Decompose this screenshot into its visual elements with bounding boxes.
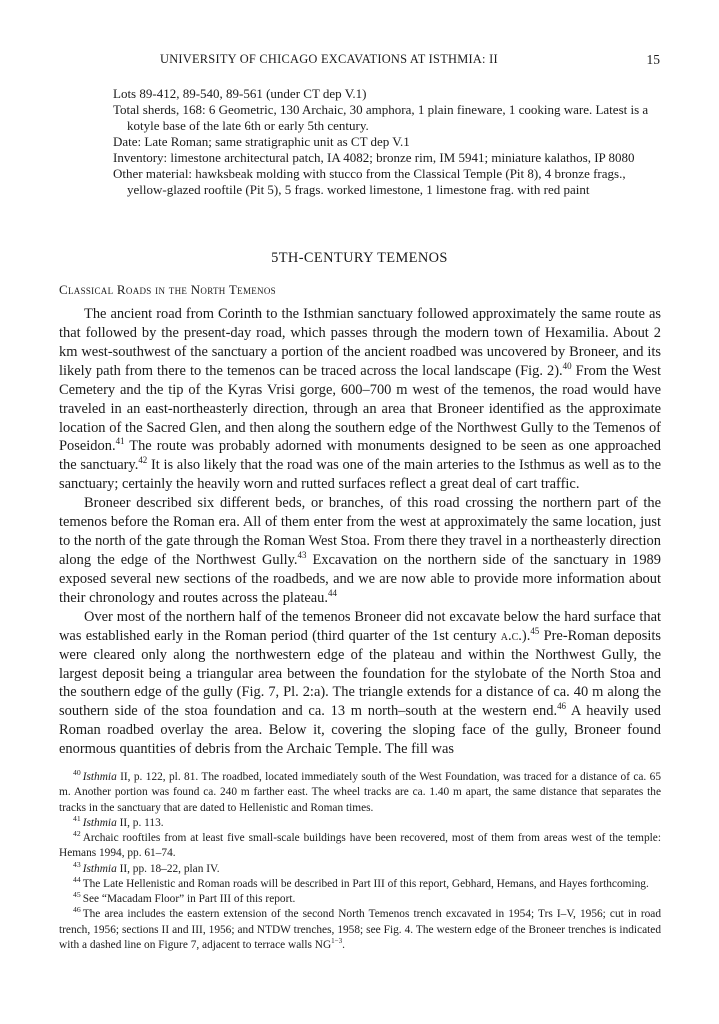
p3-text-b: ). <box>521 627 531 644</box>
footnote-text: The Late Hellenistic and Roman roads will be described in Part III of this report, Gebhard, Hemans, and Hayes forthcoming. <box>82 877 649 890</box>
superscript-range: 1−3 <box>331 936 343 945</box>
footnote-46 <box>59 907 661 953</box>
footnotes <box>59 770 661 953</box>
footnote-ref-41[interactable]: 41 <box>115 436 125 447</box>
paragraph-3 <box>59 608 661 759</box>
page-number: 15 <box>646 52 660 67</box>
footnote-42 <box>59 831 661 862</box>
footnote-number: 46 <box>73 905 81 915</box>
footnote-41 <box>59 813 661 831</box>
footnote-number: 41 <box>73 813 81 823</box>
running-head: UNIVERSITY OF CHICAGO EXCAVATIONS AT ISTHMIA: II <box>160 52 498 66</box>
footnote-ref-44[interactable]: 44 <box>328 588 337 599</box>
p1-text-c: The route was probably adorned with monuments designed to be seen as one approached the sanctuary. <box>59 438 661 474</box>
p3-text-d: A heavily used Roman roadbed overlay the area. Below it, covering the sloping face of the gully, Broneer found enormous quantities of debris from the Archaic Temple. The fill was <box>59 703 661 758</box>
footnote-title: Isthmia <box>82 771 117 783</box>
inventory-line: Inventory: limestone architectural patch, IA 4082; bronze rim, IM 5941; miniature kalathos, IP 8080 <box>113 150 635 165</box>
p2-text-b: Excavation on the northern side of the sanctuary in 1989 exposed several new sections of the roadbeds, and we are now able to provide more information about their chronology and routes across the plateau. <box>59 551 661 606</box>
footnote-number: 43 <box>73 859 81 869</box>
paragraph-1 <box>59 305 661 494</box>
lots-line: Lots 89-412, 89-540, 89-561 (under CT dep V.1) <box>113 86 367 101</box>
footnote-ref-45[interactable]: 45 <box>530 625 540 636</box>
p1-text-b: From the West Cemetery and the tip of the Kyras Vrisi gorge, 600–700 m west of the temenos, the road would have traveled in an east-northeasterly direction, through an area that Broneer identified as the approximate location of the Sacred Glen, and then along the southern edge of the Northwest Gully to the Temenos of Poseidon. <box>59 362 661 455</box>
footnote-end: . <box>342 938 345 951</box>
footnote-text: The area includes the eastern extension of the second North Temenos trench excavated in 1954; Trs I–V, 1956; cut in road trench, 1956; sections II and III, 1956; and NTDW trenches, 1958; see Fig. 4. The western edge of the Broneer trenches is indicated with a dashed line on Figure 7, adjacent to terrace walls NG <box>59 908 661 951</box>
footnote-43 <box>59 859 661 877</box>
body-text <box>59 305 661 759</box>
footnote-text: II, p. 122, pl. 81. The roadbed, located immediately south of the West Foundation, was traced for a distance of ca. 65 m. Another portion was found ca. 240 m farther east. The wheel tracks are ca. 1.40 m apart, the same distance that separates the tracks in the sanctuary that are dated to Hellenistic and Roman times. <box>59 771 661 814</box>
footnote-text: Archaic rooftiles from at least five small-scale buildings have been recovered, most of them from areas west of the temple: Hemans 1994, pp. 61–74. <box>59 832 661 860</box>
subsection-title: Classical Roads in the North Temenos <box>59 282 276 297</box>
total-sherds: Total sherds, 168: 6 Geometric, 130 Archaic, 30 amphora, 1 plain fineware, 1 cooking ware. Latest is a kotyle base of the late 6th or early 5th century. <box>113 102 649 133</box>
footnote-text: See “Macadam Floor” in Part III of this report. <box>82 893 296 905</box>
footnote-ref-42[interactable]: 42 <box>138 455 148 466</box>
footnote-title: Isthmia <box>82 816 117 829</box>
footnote-ref-43[interactable]: 43 <box>297 550 307 561</box>
footnote-text: II, p. 113. <box>116 816 164 829</box>
era-abbreviation: a.c. <box>500 627 522 644</box>
section-title: 5TH-CENTURY TEMENOS <box>271 250 448 266</box>
footnote-number: 42 <box>73 829 81 839</box>
footnote-ref-46[interactable]: 46 <box>557 701 566 712</box>
p3-text-c: Pre-Roman deposits were cleared only along the northwestern edge of the plateau and within the Northwest Gully, the largest deposit being a triangular area between the foundation for the stylobate of the North Stoa and the southern edge of the gully (Fig. 7, Pl. 2:a). The triangle extends for a distance of ca. 40 m along the southern side of the stoa foundation and ca. 13 m north–south at the western end. <box>59 627 661 720</box>
footnote-44 <box>59 874 661 892</box>
footnote-number: 45 <box>73 890 81 900</box>
date-line: Date: Late Roman; same stratigraphic unit as CT dep V.1 <box>113 134 410 149</box>
footnote-text: II, pp. 18–22, plan IV. <box>116 862 220 875</box>
footnote-number: 44 <box>73 874 81 884</box>
p1-text-a: The ancient road from Corinth to the Isthmian sanctuary followed approximately the same route as that followed by the present-day road, which passes through the modern town of Hexamilia. About 2 km west-southwest of the sanctuary a portion of the ancient roadbed was uncovered by Broneer, and its likely path from there to the temenos can be traced across the local landscape (Fig. 2). <box>59 306 661 379</box>
p3-text-a: Over most of the northern half of the temenos Broneer did not excavate below the hard surface that was established early in the Roman period (third quarter of the 1st century <box>59 608 661 644</box>
footnote-40 <box>59 770 661 816</box>
p2-text-a: Broneer described six different beds, or branches, of this road crossing the northern part of the temenos before the Roman era. All of them enter from the west at approximately the same location, just to the north of the gate through the Roman West Stoa. From there they travel in a northeasterly direction along the edge of the Northwest Gully. <box>59 495 661 568</box>
p1-text-d: It is also likely that the road was one of the main arteries to the Isthmus as well as to the sanctuary; certainly the heavily worn and rutted surfaces reflect a great deal of cart traffic. <box>59 457 661 493</box>
lot-summary <box>113 86 661 198</box>
footnote-ref-40[interactable]: 40 <box>562 360 572 371</box>
other-material-line: Other material: hawksbeak molding with stucco from the Classical Temple (Pit 8), 4 bronze frags., yellow-glazed rooftile (Pit 5), 5 frags. worked limestone, 1 limestone frag. with red paint <box>113 166 626 197</box>
footnote-45 <box>59 892 661 907</box>
paragraph-2 <box>59 494 661 608</box>
footnote-number: 40 <box>73 768 81 778</box>
footnote-title: Isthmia <box>82 862 117 875</box>
